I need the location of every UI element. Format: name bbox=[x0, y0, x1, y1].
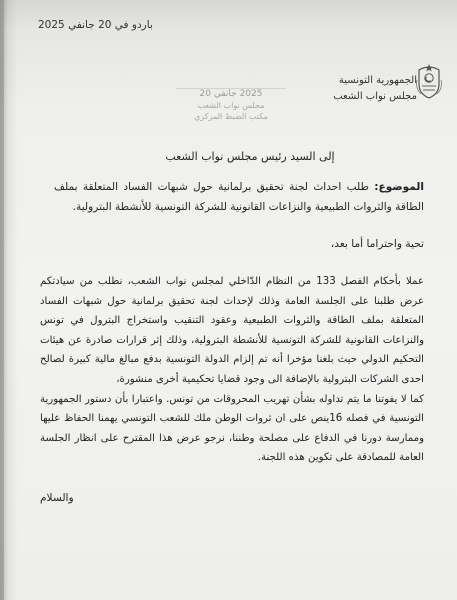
letter-body bbox=[40, 272, 424, 468]
body-paragraph-2: كما لا يفوتنا ما يتم تداوله بشأن تهريب المحروقات من تونس. واعتبارا بأن دستور الجمهورية التونسية في فصله 16ينص على ان ثروات الوطن ملك للشعب التونسي يهمنا الحفاظ عليها وممارسة دورنا في الدفاع على مصلحة وطننا، نرجو عرض هذا المقترح على انظار الجلسة العامة للمصادقة على تكوين هذه اللجنة. bbox=[40, 393, 424, 464]
subject-label: الموضوع: bbox=[374, 181, 425, 193]
letterhead-institution: مجلس نواب الشعب bbox=[333, 91, 417, 102]
stamp-date: 2025 جانفي 20 bbox=[199, 89, 263, 99]
paper-edge-shadow bbox=[0, 0, 4, 600]
letter-greeting: تحية واحتراما أما بعد، bbox=[330, 238, 424, 250]
subject-text: طلب احداث لجنة تحقيق برلمانية حول شبهات الفساد المتعلقة بملف الطاقة والثروات الطبيعية والنزاعات القانونية للشركة التونسية للأنشطة البترولية. bbox=[54, 181, 424, 213]
letter-closing: والسلام bbox=[40, 492, 74, 504]
letterhead bbox=[327, 73, 417, 105]
letterhead-country: الجمهورية التونسية bbox=[338, 75, 417, 86]
letter-date: باردو في 20 جانفي 2025 bbox=[38, 19, 153, 31]
letter-addressee: إلى السيد رئيس مجلس نواب الشعب bbox=[165, 150, 335, 163]
stamp-line-institution: مجلس نواب الشعب bbox=[197, 101, 265, 110]
letter-subject bbox=[54, 177, 424, 217]
reception-stamp bbox=[176, 88, 286, 127]
body-paragraph-1: عملا بأحكام الفصل 133 من النظام الدّاخلي لمجلس نواب الشعب، نطلب من سيادتكم عرض طلبنا على الجلسة العامة وذلك لإحداث لجنة تحقيق برلمانية حول شبهات الفساد المتعلقة بملف الطاقة والثروات الطبيعية وعقود التنقيب واستخراج البترول في تونس والنزاعات القانونية للشركة التونسية للأنشطة البترولية، وذلك إثر قرارات صادرة عن هيئات التحكيم الدولي حيث بلغنا مؤخرا أنه تم إلزام الدولة التونسية بدفع مبالغ مالية كبيرة لصالح احدى الشركات البترولية بالإضافة الى وجود قضايا تحكيمية أخرى منشورة، bbox=[40, 276, 424, 385]
tunisia-parliament-emblem-icon bbox=[415, 60, 443, 100]
stamp-line-office: مكتب الضبط المركزي bbox=[194, 112, 268, 121]
